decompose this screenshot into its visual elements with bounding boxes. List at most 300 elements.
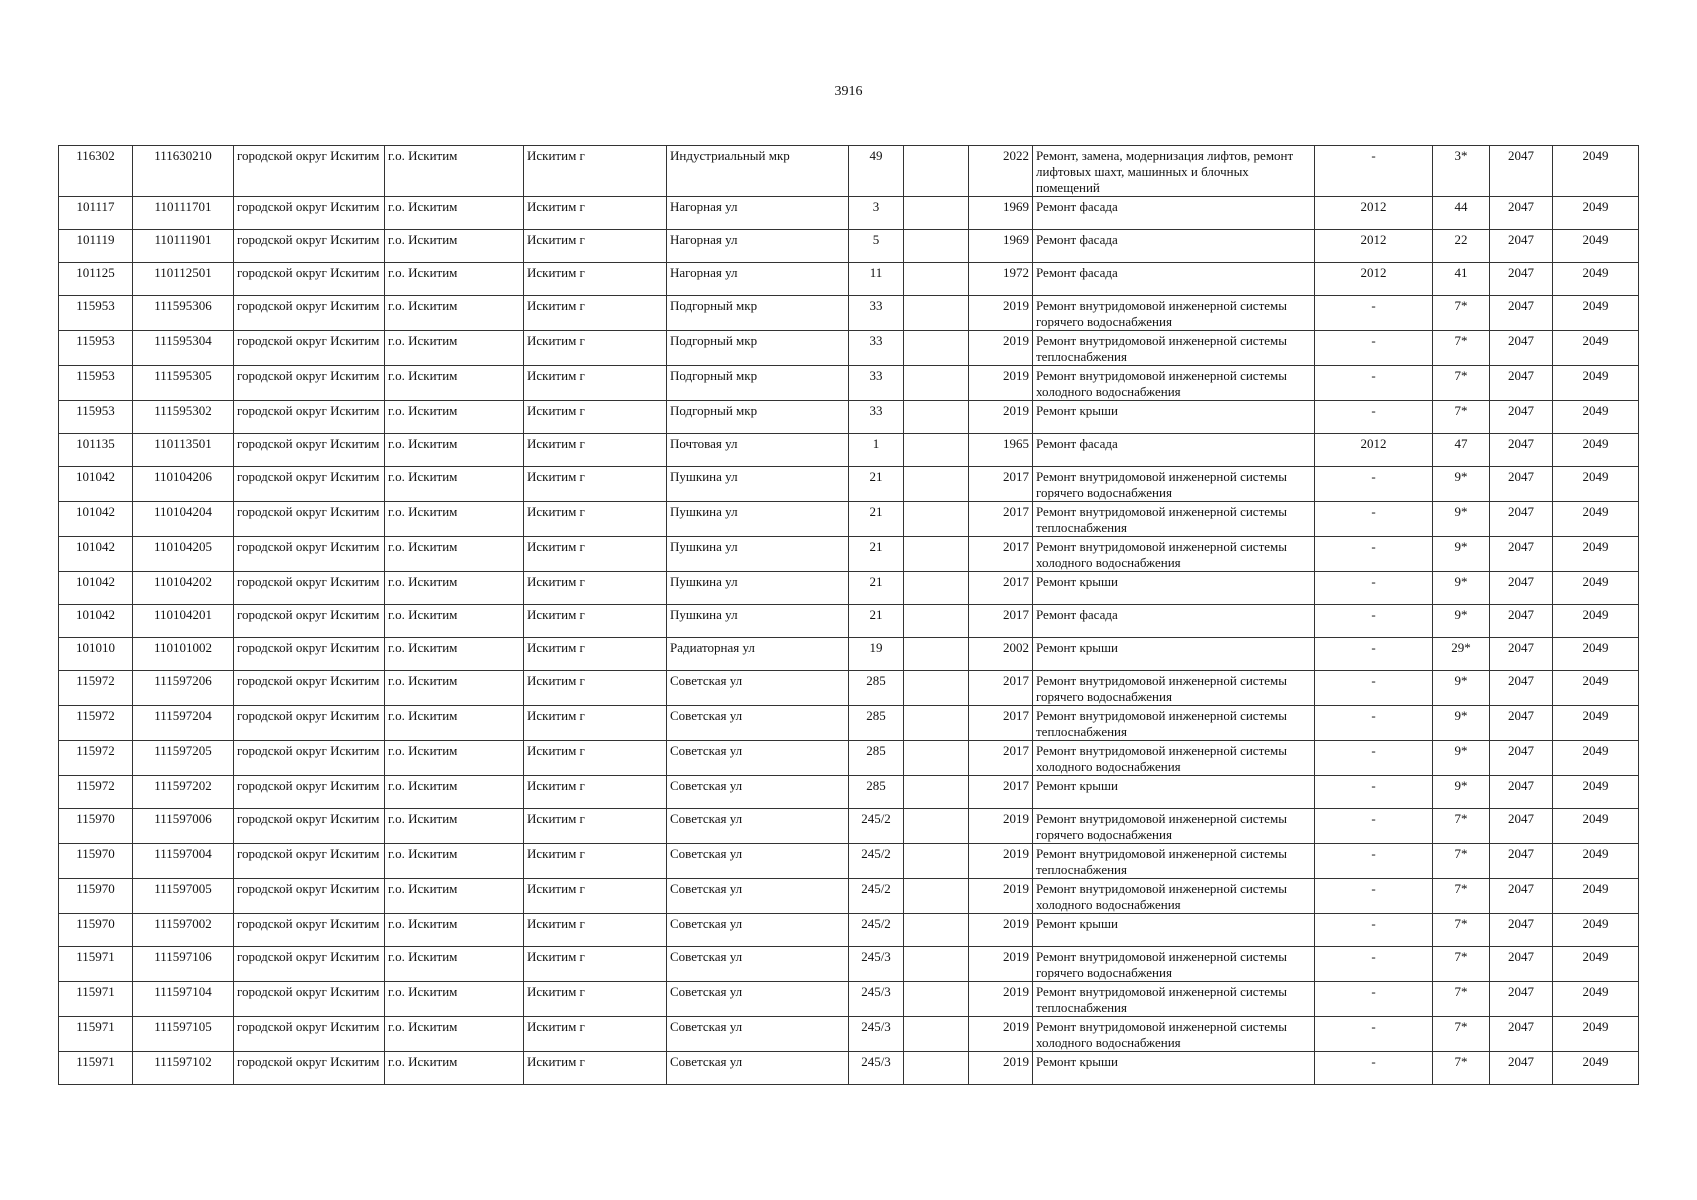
- cell-last-repair-year: -: [1315, 605, 1433, 638]
- cell-work-type: Ремонт внутридомовой инженерной системы горячего водоснабжения: [1033, 809, 1315, 844]
- cell-object-code: 111597002: [133, 914, 234, 947]
- cell-municipal-abbr: г.о. Искитим: [385, 809, 524, 844]
- cell-last-repair-year: -: [1315, 331, 1433, 366]
- cell-wear-value: 44: [1433, 197, 1490, 230]
- cell-plan-end-year: 2049: [1553, 947, 1639, 982]
- cell-street: Радиаторная ул: [667, 638, 849, 671]
- cell-municipal-abbr: г.о. Искитим: [385, 434, 524, 467]
- cell-municipal-abbr: г.о. Искитим: [385, 605, 524, 638]
- cell-work-type: Ремонт внутридомовой инженерной системы горячего водоснабжения: [1033, 467, 1315, 502]
- cell-municipality: городской округ Искитим: [234, 197, 385, 230]
- table-row: [59, 467, 1639, 502]
- cell-wear-value: 9*: [1433, 706, 1490, 741]
- cell-wear-value: 7*: [1433, 879, 1490, 914]
- cell-plan-start-year: 2047: [1490, 146, 1553, 197]
- cell-last-repair-year: -: [1315, 638, 1433, 671]
- cell-municipal-abbr: г.о. Искитим: [385, 296, 524, 331]
- cell-build-year: 2017: [969, 776, 1033, 809]
- cell-build-year: 1969: [969, 230, 1033, 263]
- cell-work-type: Ремонт фасада: [1033, 197, 1315, 230]
- cell-work-type: Ремонт внутридомовой инженерной системы холодного водоснабжения: [1033, 741, 1315, 776]
- cell-plan-start-year: 2047: [1490, 366, 1553, 401]
- cell-house-id: 115971: [59, 947, 133, 982]
- cell-wear-value: 9*: [1433, 741, 1490, 776]
- cell-municipality: городской округ Искитим: [234, 914, 385, 947]
- cell-last-repair-year: 2012: [1315, 434, 1433, 467]
- cell-municipality: городской округ Искитим: [234, 982, 385, 1017]
- cell-last-repair-year: -: [1315, 467, 1433, 502]
- cell-work-type: Ремонт внутридомовой инженерной системы теплоснабжения: [1033, 844, 1315, 879]
- cell-object-code: 111597005: [133, 879, 234, 914]
- cell-municipality: городской округ Искитим: [234, 537, 385, 572]
- cell-municipality: городской округ Искитим: [234, 809, 385, 844]
- cell-plan-start-year: 2047: [1490, 263, 1553, 296]
- table-row: [59, 844, 1639, 879]
- cell-house-number: 245/2: [849, 914, 904, 947]
- cell-plan-end-year: 2049: [1553, 401, 1639, 434]
- cell-last-repair-year: -: [1315, 947, 1433, 982]
- cell-object-code: 111597006: [133, 809, 234, 844]
- cell-street: Советская ул: [667, 914, 849, 947]
- cell-municipal-abbr: г.о. Искитим: [385, 230, 524, 263]
- table-row: [59, 366, 1639, 401]
- cell-wear-value: 9*: [1433, 572, 1490, 605]
- cell-municipality: городской округ Искитим: [234, 844, 385, 879]
- cell-object-code: 110101002: [133, 638, 234, 671]
- cell-house-id: 115970: [59, 844, 133, 879]
- cell-wear-value: 9*: [1433, 467, 1490, 502]
- cell-object-code: 111597105: [133, 1017, 234, 1052]
- cell-municipal-abbr: г.о. Искитим: [385, 947, 524, 982]
- cell-build-year: 2017: [969, 467, 1033, 502]
- cell-house-id: 115953: [59, 331, 133, 366]
- repair-schedule-table: [58, 145, 1639, 1085]
- cell-build-year: 2019: [969, 844, 1033, 879]
- cell-settlement: Искитим г: [524, 296, 667, 331]
- cell-extra: [904, 263, 969, 296]
- cell-municipality: городской округ Искитим: [234, 671, 385, 706]
- cell-municipality: городской округ Искитим: [234, 572, 385, 605]
- cell-work-type: Ремонт крыши: [1033, 572, 1315, 605]
- cell-extra: [904, 1052, 969, 1085]
- cell-house-number: 21: [849, 572, 904, 605]
- cell-municipality: городской округ Искитим: [234, 741, 385, 776]
- cell-settlement: Искитим г: [524, 638, 667, 671]
- cell-house-number: 21: [849, 605, 904, 638]
- cell-plan-start-year: 2047: [1490, 844, 1553, 879]
- cell-municipal-abbr: г.о. Искитим: [385, 982, 524, 1017]
- cell-municipal-abbr: г.о. Искитим: [385, 502, 524, 537]
- cell-plan-start-year: 2047: [1490, 537, 1553, 572]
- cell-municipality: городской округ Искитим: [234, 263, 385, 296]
- cell-house-number: 245/3: [849, 1017, 904, 1052]
- cell-extra: [904, 879, 969, 914]
- cell-municipal-abbr: г.о. Искитим: [385, 1017, 524, 1052]
- cell-house-id: 115971: [59, 1052, 133, 1085]
- cell-house-id: 115972: [59, 741, 133, 776]
- cell-plan-end-year: 2049: [1553, 537, 1639, 572]
- table-row: [59, 146, 1639, 197]
- cell-house-id: 115972: [59, 776, 133, 809]
- cell-object-code: 111595306: [133, 296, 234, 331]
- cell-plan-start-year: 2047: [1490, 605, 1553, 638]
- table-row: [59, 809, 1639, 844]
- cell-work-type: Ремонт крыши: [1033, 638, 1315, 671]
- cell-extra: [904, 467, 969, 502]
- cell-house-id: 115953: [59, 366, 133, 401]
- cell-house-number: 49: [849, 146, 904, 197]
- cell-settlement: Искитим г: [524, 331, 667, 366]
- cell-plan-end-year: 2049: [1553, 434, 1639, 467]
- cell-extra: [904, 434, 969, 467]
- cell-settlement: Искитим г: [524, 537, 667, 572]
- cell-street: Советская ул: [667, 741, 849, 776]
- cell-object-code: 111597204: [133, 706, 234, 741]
- cell-work-type: Ремонт внутридомовой инженерной системы горячего водоснабжения: [1033, 671, 1315, 706]
- cell-house-id: 101117: [59, 197, 133, 230]
- cell-municipal-abbr: г.о. Искитим: [385, 671, 524, 706]
- cell-wear-value: 47: [1433, 434, 1490, 467]
- cell-settlement: Искитим г: [524, 146, 667, 197]
- cell-build-year: 1972: [969, 263, 1033, 296]
- table-row: [59, 671, 1639, 706]
- cell-house-id: 101042: [59, 605, 133, 638]
- cell-last-repair-year: -: [1315, 776, 1433, 809]
- cell-wear-value: 7*: [1433, 914, 1490, 947]
- cell-municipality: городской округ Искитим: [234, 296, 385, 331]
- cell-build-year: 2019: [969, 296, 1033, 331]
- cell-wear-value: 9*: [1433, 537, 1490, 572]
- cell-municipal-abbr: г.о. Искитим: [385, 146, 524, 197]
- cell-extra: [904, 197, 969, 230]
- cell-wear-value: 7*: [1433, 809, 1490, 844]
- cell-last-repair-year: -: [1315, 1017, 1433, 1052]
- cell-house-number: 33: [849, 366, 904, 401]
- cell-work-type: Ремонт крыши: [1033, 776, 1315, 809]
- cell-wear-value: 9*: [1433, 776, 1490, 809]
- cell-extra: [904, 706, 969, 741]
- table-row: [59, 197, 1639, 230]
- cell-house-number: 11: [849, 263, 904, 296]
- cell-last-repair-year: -: [1315, 809, 1433, 844]
- cell-extra: [904, 638, 969, 671]
- cell-build-year: 2019: [969, 331, 1033, 366]
- cell-street: Подгорный мкр: [667, 401, 849, 434]
- cell-house-number: 285: [849, 706, 904, 741]
- cell-wear-value: 7*: [1433, 1017, 1490, 1052]
- cell-build-year: 2019: [969, 1052, 1033, 1085]
- cell-plan-start-year: 2047: [1490, 879, 1553, 914]
- cell-extra: [904, 809, 969, 844]
- cell-settlement: Искитим г: [524, 366, 667, 401]
- cell-municipality: городской округ Искитим: [234, 1052, 385, 1085]
- cell-object-code: 110112501: [133, 263, 234, 296]
- cell-work-type: Ремонт внутридомовой инженерной системы холодного водоснабжения: [1033, 1017, 1315, 1052]
- cell-house-number: 245/2: [849, 879, 904, 914]
- cell-street: Пушкина ул: [667, 502, 849, 537]
- cell-settlement: Искитим г: [524, 197, 667, 230]
- cell-settlement: Искитим г: [524, 263, 667, 296]
- cell-wear-value: 7*: [1433, 331, 1490, 366]
- cell-municipality: городской округ Искитим: [234, 146, 385, 197]
- cell-street: Советская ул: [667, 1052, 849, 1085]
- cell-wear-value: 9*: [1433, 605, 1490, 638]
- cell-house-id: 101042: [59, 502, 133, 537]
- table-row: [59, 572, 1639, 605]
- table-row: [59, 263, 1639, 296]
- cell-wear-value: 9*: [1433, 502, 1490, 537]
- cell-house-number: 33: [849, 331, 904, 366]
- cell-extra: [904, 537, 969, 572]
- cell-work-type: Ремонт внутридомовой инженерной системы холодного водоснабжения: [1033, 879, 1315, 914]
- cell-street: Советская ул: [667, 706, 849, 741]
- cell-build-year: 2017: [969, 572, 1033, 605]
- cell-plan-end-year: 2049: [1553, 879, 1639, 914]
- cell-plan-end-year: 2049: [1553, 844, 1639, 879]
- cell-municipal-abbr: г.о. Искитим: [385, 914, 524, 947]
- cell-plan-start-year: 2047: [1490, 809, 1553, 844]
- table-row: [59, 879, 1639, 914]
- cell-object-code: 111597205: [133, 741, 234, 776]
- cell-build-year: 2019: [969, 401, 1033, 434]
- cell-house-number: 33: [849, 401, 904, 434]
- cell-plan-start-year: 2047: [1490, 401, 1553, 434]
- cell-settlement: Искитим г: [524, 1052, 667, 1085]
- cell-house-id: 115953: [59, 401, 133, 434]
- table-row: [59, 434, 1639, 467]
- cell-plan-end-year: 2049: [1553, 146, 1639, 197]
- cell-object-code: 110104205: [133, 537, 234, 572]
- cell-wear-value: 7*: [1433, 982, 1490, 1017]
- cell-last-repair-year: -: [1315, 741, 1433, 776]
- cell-municipal-abbr: г.о. Искитим: [385, 1052, 524, 1085]
- table-row: [59, 1052, 1639, 1085]
- cell-house-id: 116302: [59, 146, 133, 197]
- cell-settlement: Искитим г: [524, 741, 667, 776]
- cell-municipality: городской округ Искитим: [234, 230, 385, 263]
- cell-street: Советская ул: [667, 879, 849, 914]
- cell-extra: [904, 366, 969, 401]
- cell-house-id: 115972: [59, 706, 133, 741]
- cell-plan-start-year: 2047: [1490, 467, 1553, 502]
- table-row: [59, 1017, 1639, 1052]
- cell-house-number: 285: [849, 776, 904, 809]
- cell-settlement: Искитим г: [524, 230, 667, 263]
- cell-plan-start-year: 2047: [1490, 197, 1553, 230]
- cell-last-repair-year: 2012: [1315, 230, 1433, 263]
- cell-object-code: 110104204: [133, 502, 234, 537]
- cell-street: Почтовая ул: [667, 434, 849, 467]
- cell-wear-value: 22: [1433, 230, 1490, 263]
- cell-extra: [904, 947, 969, 982]
- cell-work-type: Ремонт фасада: [1033, 263, 1315, 296]
- cell-street: Нагорная ул: [667, 197, 849, 230]
- cell-plan-start-year: 2047: [1490, 671, 1553, 706]
- cell-plan-end-year: 2049: [1553, 197, 1639, 230]
- cell-house-number: 5: [849, 230, 904, 263]
- cell-plan-end-year: 2049: [1553, 230, 1639, 263]
- table-row: [59, 502, 1639, 537]
- cell-municipality: городской округ Искитим: [234, 434, 385, 467]
- cell-plan-start-year: 2047: [1490, 434, 1553, 467]
- cell-street: Советская ул: [667, 947, 849, 982]
- cell-build-year: 2002: [969, 638, 1033, 671]
- cell-extra: [904, 572, 969, 605]
- cell-object-code: 110113501: [133, 434, 234, 467]
- cell-house-id: 101042: [59, 572, 133, 605]
- cell-extra: [904, 982, 969, 1017]
- cell-extra: [904, 296, 969, 331]
- cell-plan-start-year: 2047: [1490, 572, 1553, 605]
- cell-house-id: 101119: [59, 230, 133, 263]
- cell-plan-start-year: 2047: [1490, 741, 1553, 776]
- cell-extra: [904, 230, 969, 263]
- cell-plan-end-year: 2049: [1553, 1017, 1639, 1052]
- cell-plan-end-year: 2049: [1553, 914, 1639, 947]
- cell-extra: [904, 605, 969, 638]
- cell-settlement: Искитим г: [524, 914, 667, 947]
- cell-work-type: Ремонт крыши: [1033, 914, 1315, 947]
- cell-build-year: 2022: [969, 146, 1033, 197]
- cell-settlement: Искитим г: [524, 776, 667, 809]
- cell-street: Советская ул: [667, 671, 849, 706]
- cell-plan-end-year: 2049: [1553, 741, 1639, 776]
- cell-house-number: 245/3: [849, 947, 904, 982]
- cell-last-repair-year: -: [1315, 502, 1433, 537]
- cell-house-number: 245/2: [849, 809, 904, 844]
- cell-municipal-abbr: г.о. Искитим: [385, 572, 524, 605]
- page-number: 3916: [834, 84, 863, 99]
- cell-object-code: 111595305: [133, 366, 234, 401]
- cell-municipality: городской округ Искитим: [234, 638, 385, 671]
- cell-municipal-abbr: г.о. Искитим: [385, 366, 524, 401]
- cell-wear-value: 7*: [1433, 844, 1490, 879]
- cell-last-repair-year: -: [1315, 146, 1433, 197]
- cell-street: Подгорный мкр: [667, 331, 849, 366]
- cell-wear-value: 7*: [1433, 366, 1490, 401]
- cell-settlement: Искитим г: [524, 982, 667, 1017]
- cell-street: Советская ул: [667, 776, 849, 809]
- cell-settlement: Искитим г: [524, 671, 667, 706]
- cell-object-code: 111630210: [133, 146, 234, 197]
- cell-work-type: Ремонт крыши: [1033, 1052, 1315, 1085]
- table-row: [59, 537, 1639, 572]
- cell-house-id: 115970: [59, 809, 133, 844]
- cell-municipality: городской округ Искитим: [234, 947, 385, 982]
- cell-work-type: Ремонт внутридомовой инженерной системы теплоснабжения: [1033, 982, 1315, 1017]
- cell-house-number: 33: [849, 296, 904, 331]
- cell-plan-start-year: 2047: [1490, 776, 1553, 809]
- cell-plan-start-year: 2047: [1490, 331, 1553, 366]
- cell-extra: [904, 741, 969, 776]
- cell-plan-start-year: 2047: [1490, 706, 1553, 741]
- cell-build-year: 2017: [969, 537, 1033, 572]
- table-row: [59, 914, 1639, 947]
- cell-municipality: городской округ Искитим: [234, 467, 385, 502]
- cell-work-type: Ремонт внутридомовой инженерной системы теплоснабжения: [1033, 502, 1315, 537]
- cell-street: Пушкина ул: [667, 467, 849, 502]
- cell-municipal-abbr: г.о. Искитим: [385, 776, 524, 809]
- cell-object-code: 111597004: [133, 844, 234, 879]
- cell-build-year: 2019: [969, 914, 1033, 947]
- cell-municipal-abbr: г.о. Искитим: [385, 741, 524, 776]
- cell-street: Пушкина ул: [667, 572, 849, 605]
- cell-build-year: 2017: [969, 741, 1033, 776]
- cell-extra: [904, 844, 969, 879]
- cell-house-id: 115970: [59, 914, 133, 947]
- cell-wear-value: 7*: [1433, 296, 1490, 331]
- cell-object-code: 111597202: [133, 776, 234, 809]
- cell-build-year: 2019: [969, 809, 1033, 844]
- cell-plan-start-year: 2047: [1490, 638, 1553, 671]
- cell-object-code: 110104201: [133, 605, 234, 638]
- cell-extra: [904, 502, 969, 537]
- cell-street: Советская ул: [667, 809, 849, 844]
- cell-wear-value: 7*: [1433, 947, 1490, 982]
- cell-work-type: Ремонт внутридомовой инженерной системы горячего водоснабжения: [1033, 947, 1315, 982]
- cell-last-repair-year: -: [1315, 572, 1433, 605]
- cell-plan-end-year: 2049: [1553, 502, 1639, 537]
- cell-plan-end-year: 2049: [1553, 706, 1639, 741]
- cell-work-type: Ремонт крыши: [1033, 401, 1315, 434]
- table-row: [59, 776, 1639, 809]
- cell-street: Индустриальный мкр: [667, 146, 849, 197]
- table-row: [59, 982, 1639, 1017]
- cell-plan-start-year: 2047: [1490, 296, 1553, 331]
- cell-municipality: городской округ Искитим: [234, 366, 385, 401]
- cell-last-repair-year: -: [1315, 296, 1433, 331]
- cell-plan-end-year: 2049: [1553, 982, 1639, 1017]
- cell-municipality: городской округ Искитим: [234, 1017, 385, 1052]
- cell-house-id: 115971: [59, 982, 133, 1017]
- cell-municipality: городской округ Искитим: [234, 401, 385, 434]
- cell-extra: [904, 1017, 969, 1052]
- cell-object-code: 110104202: [133, 572, 234, 605]
- cell-house-number: 285: [849, 741, 904, 776]
- cell-municipal-abbr: г.о. Искитим: [385, 706, 524, 741]
- cell-house-number: 1: [849, 434, 904, 467]
- cell-build-year: 2017: [969, 605, 1033, 638]
- cell-plan-end-year: 2049: [1553, 809, 1639, 844]
- cell-house-number: 21: [849, 502, 904, 537]
- cell-work-type: Ремонт внутридомовой инженерной системы холодного водоснабжения: [1033, 366, 1315, 401]
- cell-municipality: городской округ Искитим: [234, 502, 385, 537]
- cell-wear-value: 7*: [1433, 401, 1490, 434]
- cell-build-year: 2019: [969, 982, 1033, 1017]
- cell-plan-start-year: 2047: [1490, 1017, 1553, 1052]
- cell-plan-start-year: 2047: [1490, 1052, 1553, 1085]
- cell-object-code: 111597206: [133, 671, 234, 706]
- cell-last-repair-year: -: [1315, 844, 1433, 879]
- cell-object-code: 111597102: [133, 1052, 234, 1085]
- cell-plan-end-year: 2049: [1553, 638, 1639, 671]
- cell-plan-start-year: 2047: [1490, 982, 1553, 1017]
- cell-plan-end-year: 2049: [1553, 605, 1639, 638]
- cell-house-id: 101042: [59, 537, 133, 572]
- cell-municipal-abbr: г.о. Искитим: [385, 467, 524, 502]
- cell-work-type: Ремонт фасада: [1033, 230, 1315, 263]
- cell-last-repair-year: -: [1315, 671, 1433, 706]
- cell-build-year: 2019: [969, 1017, 1033, 1052]
- cell-municipal-abbr: г.о. Искитим: [385, 263, 524, 296]
- cell-extra: [904, 776, 969, 809]
- cell-build-year: 1969: [969, 197, 1033, 230]
- cell-object-code: 111597104: [133, 982, 234, 1017]
- cell-settlement: Искитим г: [524, 467, 667, 502]
- cell-municipality: городской округ Искитим: [234, 605, 385, 638]
- cell-build-year: 2017: [969, 502, 1033, 537]
- cell-object-code: 110111901: [133, 230, 234, 263]
